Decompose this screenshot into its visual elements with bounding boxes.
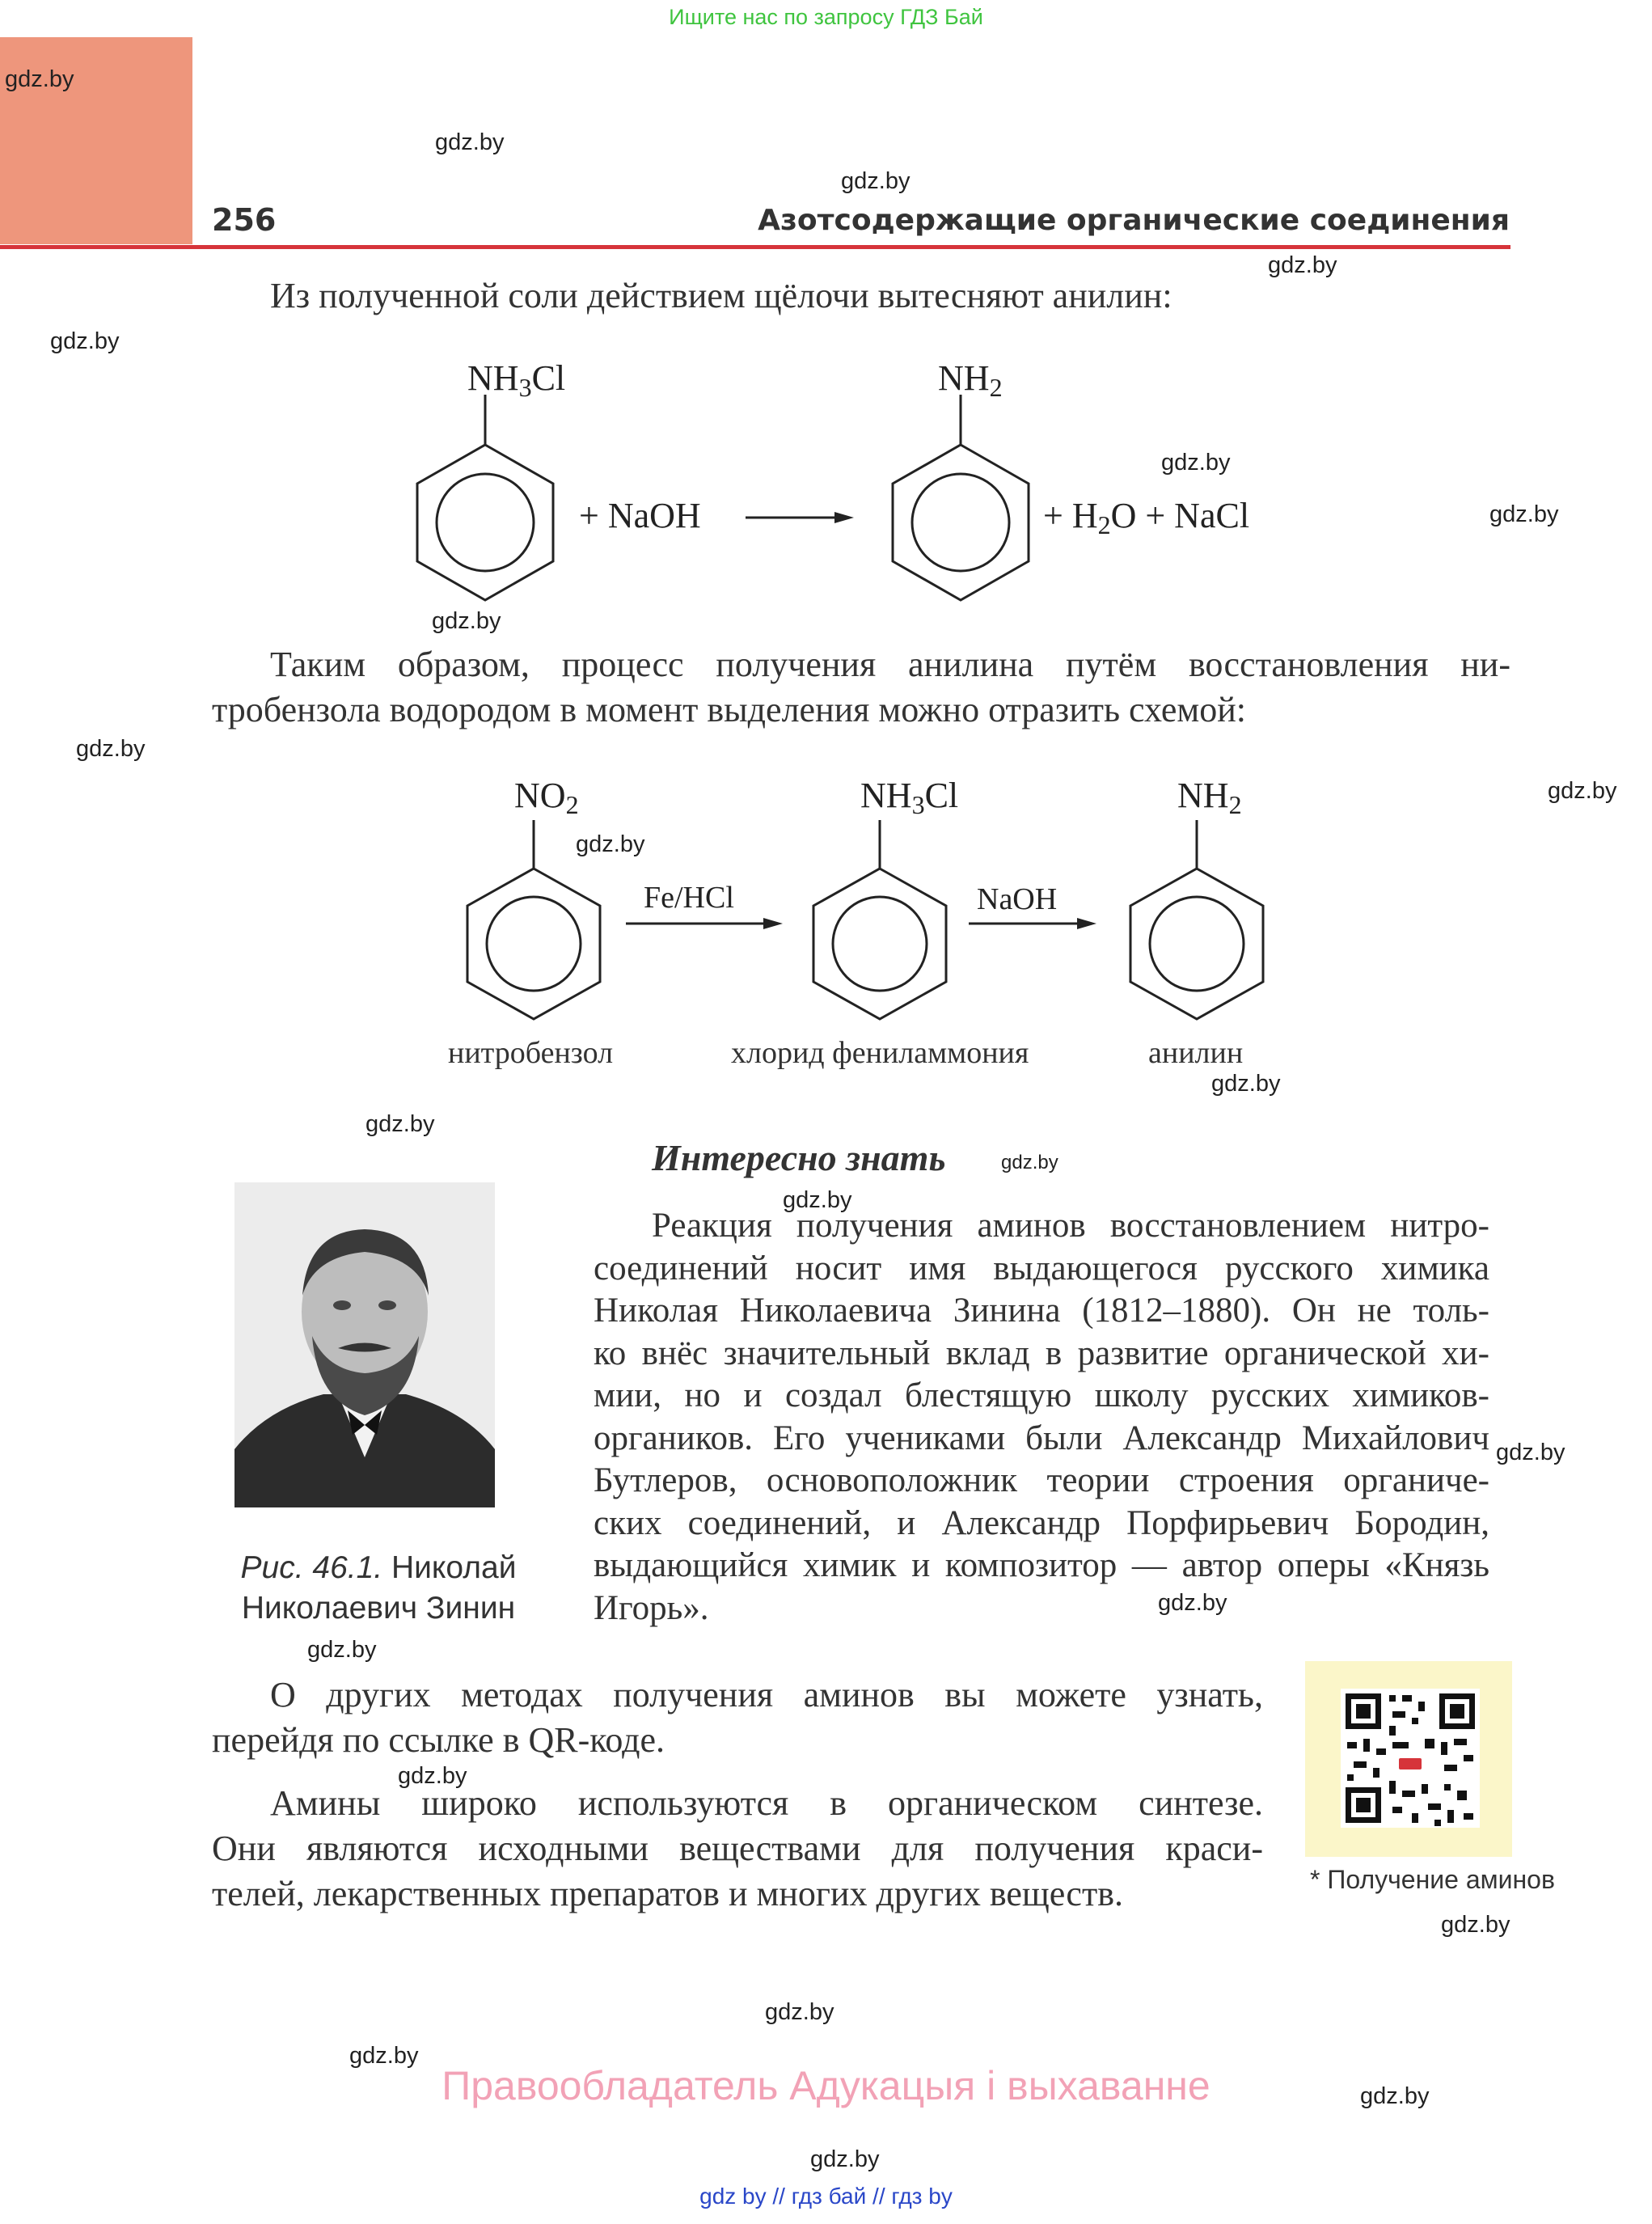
watermark: gdz.by — [1001, 1152, 1058, 1173]
qr-paragraph — [212, 1672, 1263, 1763]
page-number: 256 — [212, 202, 277, 238]
copyright-notice: Правообладатель Адукацыя і выхаванне — [442, 2063, 1210, 2108]
interesting-line: Игорь». — [594, 1588, 709, 1627]
interesting-line: мии, но и создал блестящую школу русских химиков- — [594, 1376, 1489, 1414]
interesting-line: выдающийся химик и композитор — автор оперы «Князь — [594, 1546, 1489, 1584]
label-nitrobenzene: нитробензол — [448, 1036, 614, 1070]
interesting-line: Николая Николаевича Зинина (1812–1880). Он не толь- — [594, 1292, 1489, 1330]
watermark: gdz.by — [1360, 2083, 1430, 2109]
watermark: gdz.by — [5, 66, 74, 92]
top-banner: Ищите нас по запросу ГДЗ Бай — [669, 5, 983, 29]
final-paragraph-line: Амины широко используются в органическом синтезе. — [270, 1783, 1263, 1823]
watermark: gdz.by — [783, 1187, 852, 1213]
watermark: gdz.by — [349, 2043, 419, 2069]
interesting-line: ских соединений, и Александр Порфирьевич Бородин, — [594, 1503, 1489, 1542]
reaction-arrow-1 — [744, 509, 857, 526]
qr-code-box[interactable] — [1305, 1661, 1512, 1857]
interesting-line: ко внёс значительный вклад в развитие органической хи- — [594, 1334, 1489, 1372]
watermark: gdz.by — [765, 1999, 834, 2025]
interesting-line: соединений носит имя выдающегося русского химика — [594, 1249, 1489, 1287]
watermark: gdz.by — [1548, 778, 1617, 804]
watermark: gdz.by — [1489, 501, 1559, 527]
intro-line — [270, 273, 1354, 319]
final-paragraph-line: Они являются исходными веществами для получения краси- — [212, 1829, 1263, 1868]
qr-paragraph-line: перейдя по ссылке в QR-коде. — [212, 1720, 665, 1760]
final-paragraph — [212, 1781, 1263, 1917]
zinin-portrait — [234, 1182, 495, 1507]
scheme-arrow-2 — [967, 915, 1100, 932]
watermark: gdz.by — [365, 1111, 435, 1137]
qr-code-icon[interactable] — [1305, 1661, 1512, 1857]
paragraph-line: тробензола водородом в момент выделения можно отразить схемой: — [212, 690, 1247, 729]
watermark: gdz.by — [1441, 1912, 1510, 1938]
qr-caption: * Получение аминов — [1310, 1865, 1555, 1894]
watermark: gdz.by — [398, 1763, 467, 1789]
header-rule — [0, 245, 1510, 249]
figure-caption — [233, 1548, 524, 1629]
reagent-naoh: + NaOH — [579, 496, 701, 535]
paragraph-line: Таким образом, процесс получения анилина путём восстановления ни- — [270, 645, 1510, 684]
watermark: gdz.by — [1268, 252, 1337, 278]
ammonium-group-label: $NH_3Cl$ — [860, 776, 959, 819]
watermark: gdz.by — [50, 328, 120, 354]
benzene-ring-reactant — [404, 388, 566, 615]
benzene-ring-product — [880, 388, 1041, 615]
watermark: gdz.by — [435, 129, 505, 155]
products-water-salt: + $H_2O$ + NaCl — [1043, 496, 1250, 539]
watermark: gdz.by — [810, 2146, 880, 2172]
label-phenylammonium-chloride: хлорид фениламмония — [731, 1036, 1029, 1070]
benzene-ring-aniline — [1118, 812, 1276, 1030]
watermark: gdz.by — [1211, 1071, 1281, 1097]
reagent-fe-hcl: Fe/HCl — [644, 881, 734, 915]
paragraph-scheme-intro — [212, 642, 1510, 733]
interesting-line: органиков. Его учениками были Александр Михайлович — [594, 1419, 1489, 1457]
label-aniline: анилин — [1148, 1036, 1244, 1070]
watermark: gdz.by — [1496, 1440, 1565, 1465]
product-group-label: $NH_2$ — [938, 358, 1003, 402]
interesting-heading: Интересно знать — [652, 1137, 946, 1178]
watermark: gdz.by — [576, 831, 645, 857]
interesting-line: Реакция получения аминов восстановлением нитро- — [652, 1207, 1489, 1245]
watermark: gdz.by — [307, 1637, 377, 1663]
watermark: gdz.by — [432, 608, 501, 634]
watermark: gdz.by — [1161, 450, 1231, 476]
figure-caption-name-2: Николаевич Зинин — [241, 1591, 516, 1626]
watermark: gdz.by — [1158, 1590, 1227, 1616]
qr-paragraph-line: О других методах получения аминов вы можете узнать, — [270, 1675, 1263, 1715]
watermark: gdz.by — [841, 168, 911, 194]
amino-group-label: $NH_2$ — [1177, 776, 1242, 819]
portrait-illustration — [234, 1182, 495, 1507]
reagent-naoh-scheme: NaOH — [977, 882, 1058, 916]
final-paragraph-line: телей, лекарственных препаратов и многих других веществ. — [212, 1874, 1123, 1913]
footer-links[interactable]: gdz by // гдз бай // гдз by — [699, 2184, 953, 2209]
chapter-title: Азотсодержащие органические соединения — [758, 204, 1510, 237]
figure-caption-prefix: Рис. 46.1. — [240, 1550, 383, 1585]
watermark: gdz.by — [76, 736, 146, 762]
nitro-group-label: $NO_2$ — [514, 776, 579, 819]
interesting-line: Бутлеров, основоположник теории строения органиче- — [594, 1461, 1489, 1499]
reactant-group-label: $NH_3Cl$ — [467, 358, 566, 402]
intro-line-text: Из полученной соли действием щёлочи вытесняют анилин: — [270, 276, 1172, 315]
interesting-text — [594, 1205, 1489, 1630]
scheme-arrow-1 — [624, 915, 786, 932]
figure-caption-name-1: Николай — [391, 1550, 517, 1585]
benzene-ring-phenylammonium — [801, 812, 959, 1030]
